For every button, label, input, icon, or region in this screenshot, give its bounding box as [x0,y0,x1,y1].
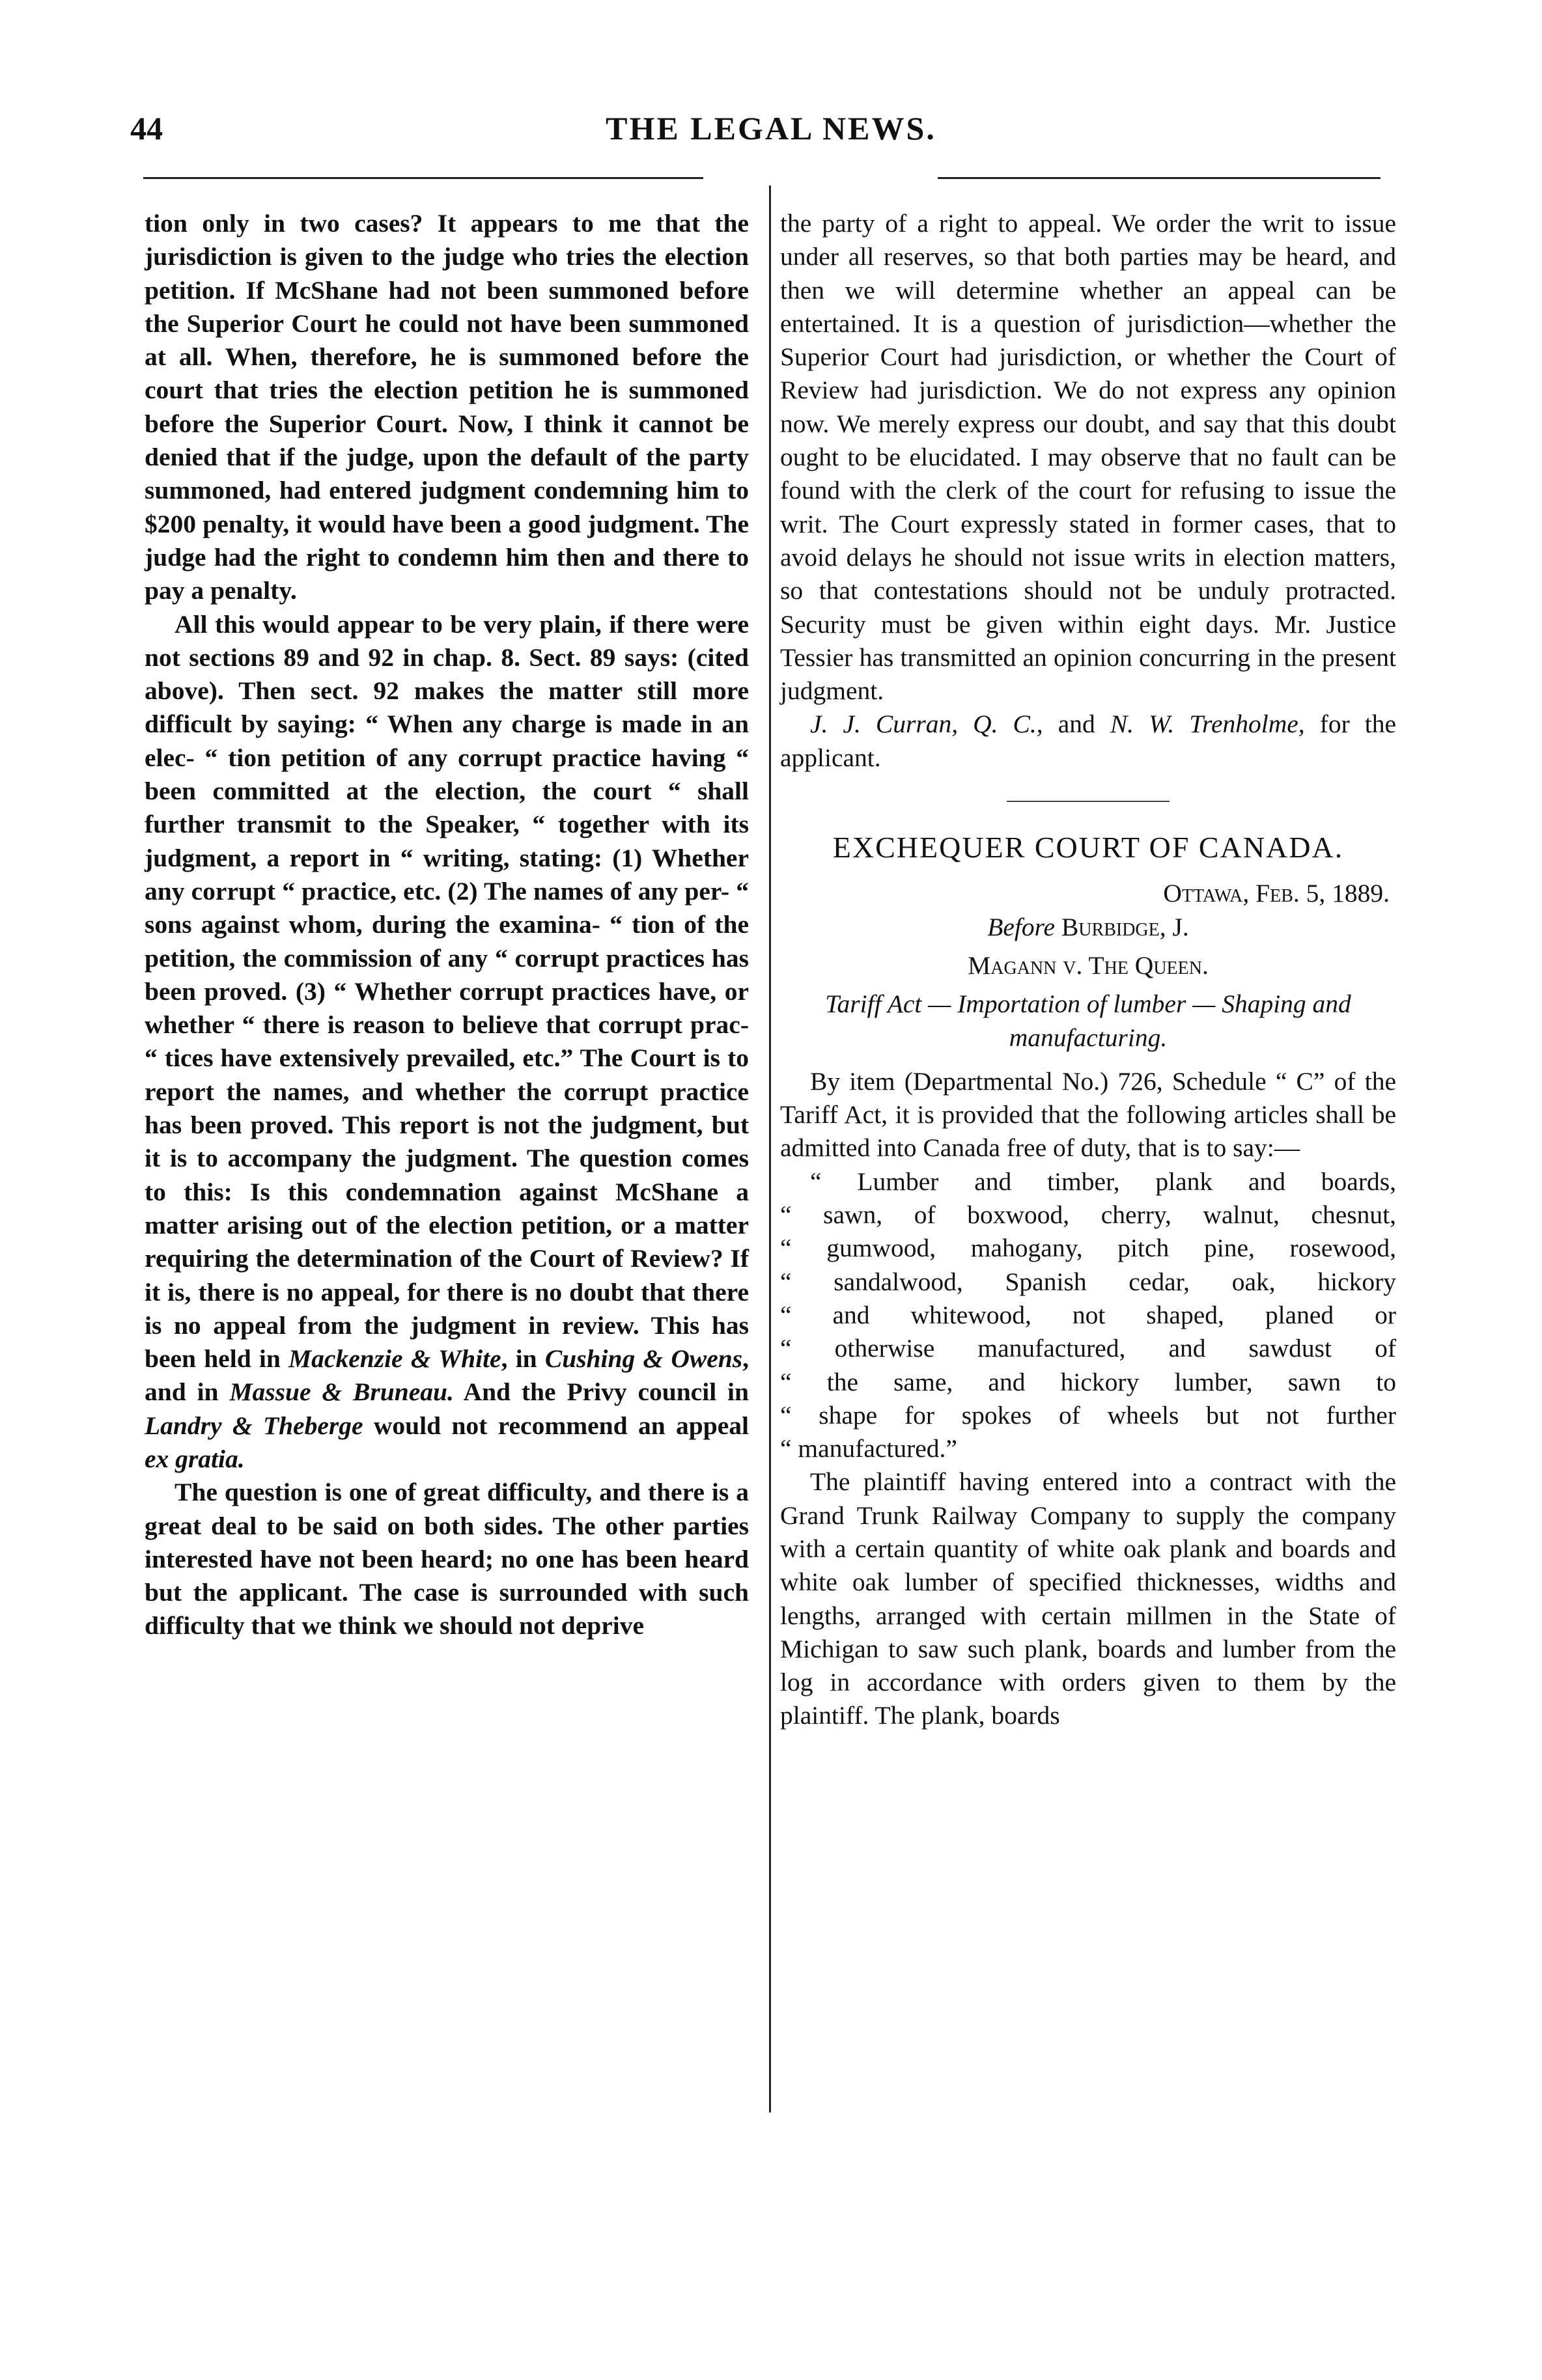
counsel-name-1: J. J. Curran, Q. C., [810,710,1043,739]
headnote: Tariff Act — Importation of lumber — Shaping and manufacturing. [825,989,1351,1052]
left-paragraph-2-connector-2: , and in [145,1344,749,1407]
quote-line: “ sandalwood, Spanish cedar, oak, hickory [780,1267,1396,1296]
quote-line: “ gumwood, mahogany, pitch pine, rosewood, [780,1234,1396,1263]
counsel-name-2: N. W. Trenholme, [1110,710,1305,739]
before-label: Before [987,912,1056,941]
quote-line: “ shape for spokes of wheels but not further [780,1400,1396,1430]
left-column [145,207,749,1643]
left-paragraph-2-connector-3: And the Privy council in [463,1377,749,1407]
quote-line: “ the same, and hickory lumber, sawn to [780,1367,1396,1396]
right-paragraph-3: The plaintiff having entered into a contract with the Grand Trunk Railway Company to supply the company with a certain quantity of white oak plank and boards and white oak lumber of specified thicknesses, widths and lengths, arranged with certain millmen in the State of Michigan to saw such plank, boards and lumber from the log in accordance with orders given to them by the plaintiff. The plank, boards [780,1467,1396,1730]
latin-phrase: ex gratia. [145,1444,245,1473]
right-column [780,207,1396,1733]
case-citation-mackenzie-white: Mackenzie & White [288,1344,501,1374]
left-paragraph-3: The question is one of great difficulty, and there is a great deal to be said on both sides. The other parties interested have not been heard; no one has been heard but the applicant. The case is surrounded with such difficulty that we think we should not deprive [145,1478,749,1640]
dateline [780,877,1396,910]
left-paragraph-2-connector-1: , in [501,1344,537,1374]
tariff-quote [780,1165,1396,1466]
right-paragraph-2: By item (Departmental No.) 726, Schedule “ C” of the Tariff Act, it is provided that the following articles shall be admitted into Canada free of duty, that is to say:— [780,1066,1396,1163]
dateline-text: Ottawa, Feb. 5, 1889. [1163,879,1390,908]
case-title: Magann v. The Queen. [968,950,1209,980]
counsel-and: and [1058,710,1095,739]
case-citation-cushing-owens: Cushing & Owens [544,1344,743,1374]
judge-line [780,911,1396,944]
quote-line: “ sawn, of boxwood, cherry, walnut, chesnut, [780,1200,1396,1230]
section-divider [1007,801,1170,802]
left-paragraph-1: tion only in two cases? It appears to me that the jurisdiction is given to the judge who tries the election petition. If McShane had not been summoned before the Superior Court he could not have been summoned at all. When, therefore, he is summoned before the court that tries the election petition he is summoned before the Superior Court. Now, I think it cannot be denied that if the judge, upon the default of the party summoned, had entered judgment condemning him to $200 penalty, it would have been a good judgment. The judge had the right to condemn him then and there to pay a penalty. [145,209,749,605]
case-citation-massue-bruneau: Massue & Bruneau. [229,1377,454,1407]
quote-line: “ manufactured.” [780,1434,957,1463]
quote-line: “ Lumber and timber, plank and boards, [810,1167,1396,1196]
page-number: 44 [130,110,163,146]
column-divider [769,186,771,2112]
running-title: THE LEGAL NEWS. [606,110,936,146]
quote-line: “ otherwise manufactured, and sawdust of [780,1334,1396,1363]
header-rule-right [938,177,1381,179]
court-heading: EXCHEQUER COURT OF CANADA. [832,831,1344,865]
counsel-for: for the applicant. [780,710,1397,772]
left-paragraph-2-connector-4: would not recommend an appeal [373,1411,749,1440]
header-rule-left [143,177,703,179]
counsel-line [780,708,1396,775]
right-paragraph-1: the party of a right to appeal. We order the writ to issue under all reserves, so that both parties may be heard, and then we will determine whether an appeal can be entertained. It is a question of jurisdiction—whether the Superior Court had jurisdiction, or whether the Court of Review had jurisdiction. We do not express any opinion now. We merely express our doubt, and say that this doubt ought to be elucidated. I may observe that no fault can be found with the clerk of the court for refusing to issue the writ. The Court expressly stated in former cases, that to avoid delays he should not issue writs in election matters, so that contestations should not be unduly protracted. Security must be given within eight days. Mr. Justice Tessier has transmitted an opinion concurring in the present judgment. [780,209,1396,706]
case-citation-landry-theberge: Landry & Theberge [145,1411,363,1440]
judge-name: Burbidge, J. [1061,912,1189,941]
left-paragraph-2 [145,608,749,1476]
left-paragraph-2-text: All this would appear to be very plain, if there were not sections 89 and 92 in chap. 8. Sect. 89 says: (cited above). Then sect. 92 makes the matter still more difficult by saying: “ When any charge is made in an elec- “ tion petition of any corrupt practice having “ been committed at the election, the court “ shall further transmit to the Speaker, “ together with its judgment, a report in “ writing, stating: (1) Whether any corrupt “ practice, etc. (2) The names of any per- “ sons against whom, during the examina- “ tion of the petition, the commission of any “ corrupt practices has been proved. (3) “ Whether corrupt practices have, or whether “ there is reason to believe that corrupt prac- “ tices have extensively prevailed, etc.” The Court is to report the names, and whether the corrupt practice has been proved. This report is not the judgment, but it is to accompany the judgment. The question comes to this: Is this condemnation against McShane a matter arising out of the election petition, or a matter requiring the determination of the Court of Review? If it is, there is no appeal, for there is no doubt that there is no appeal from the judgment in review. This has been held in [145,609,749,1374]
quote-line: “ and whitewood, not shaped, planed or [780,1300,1396,1329]
